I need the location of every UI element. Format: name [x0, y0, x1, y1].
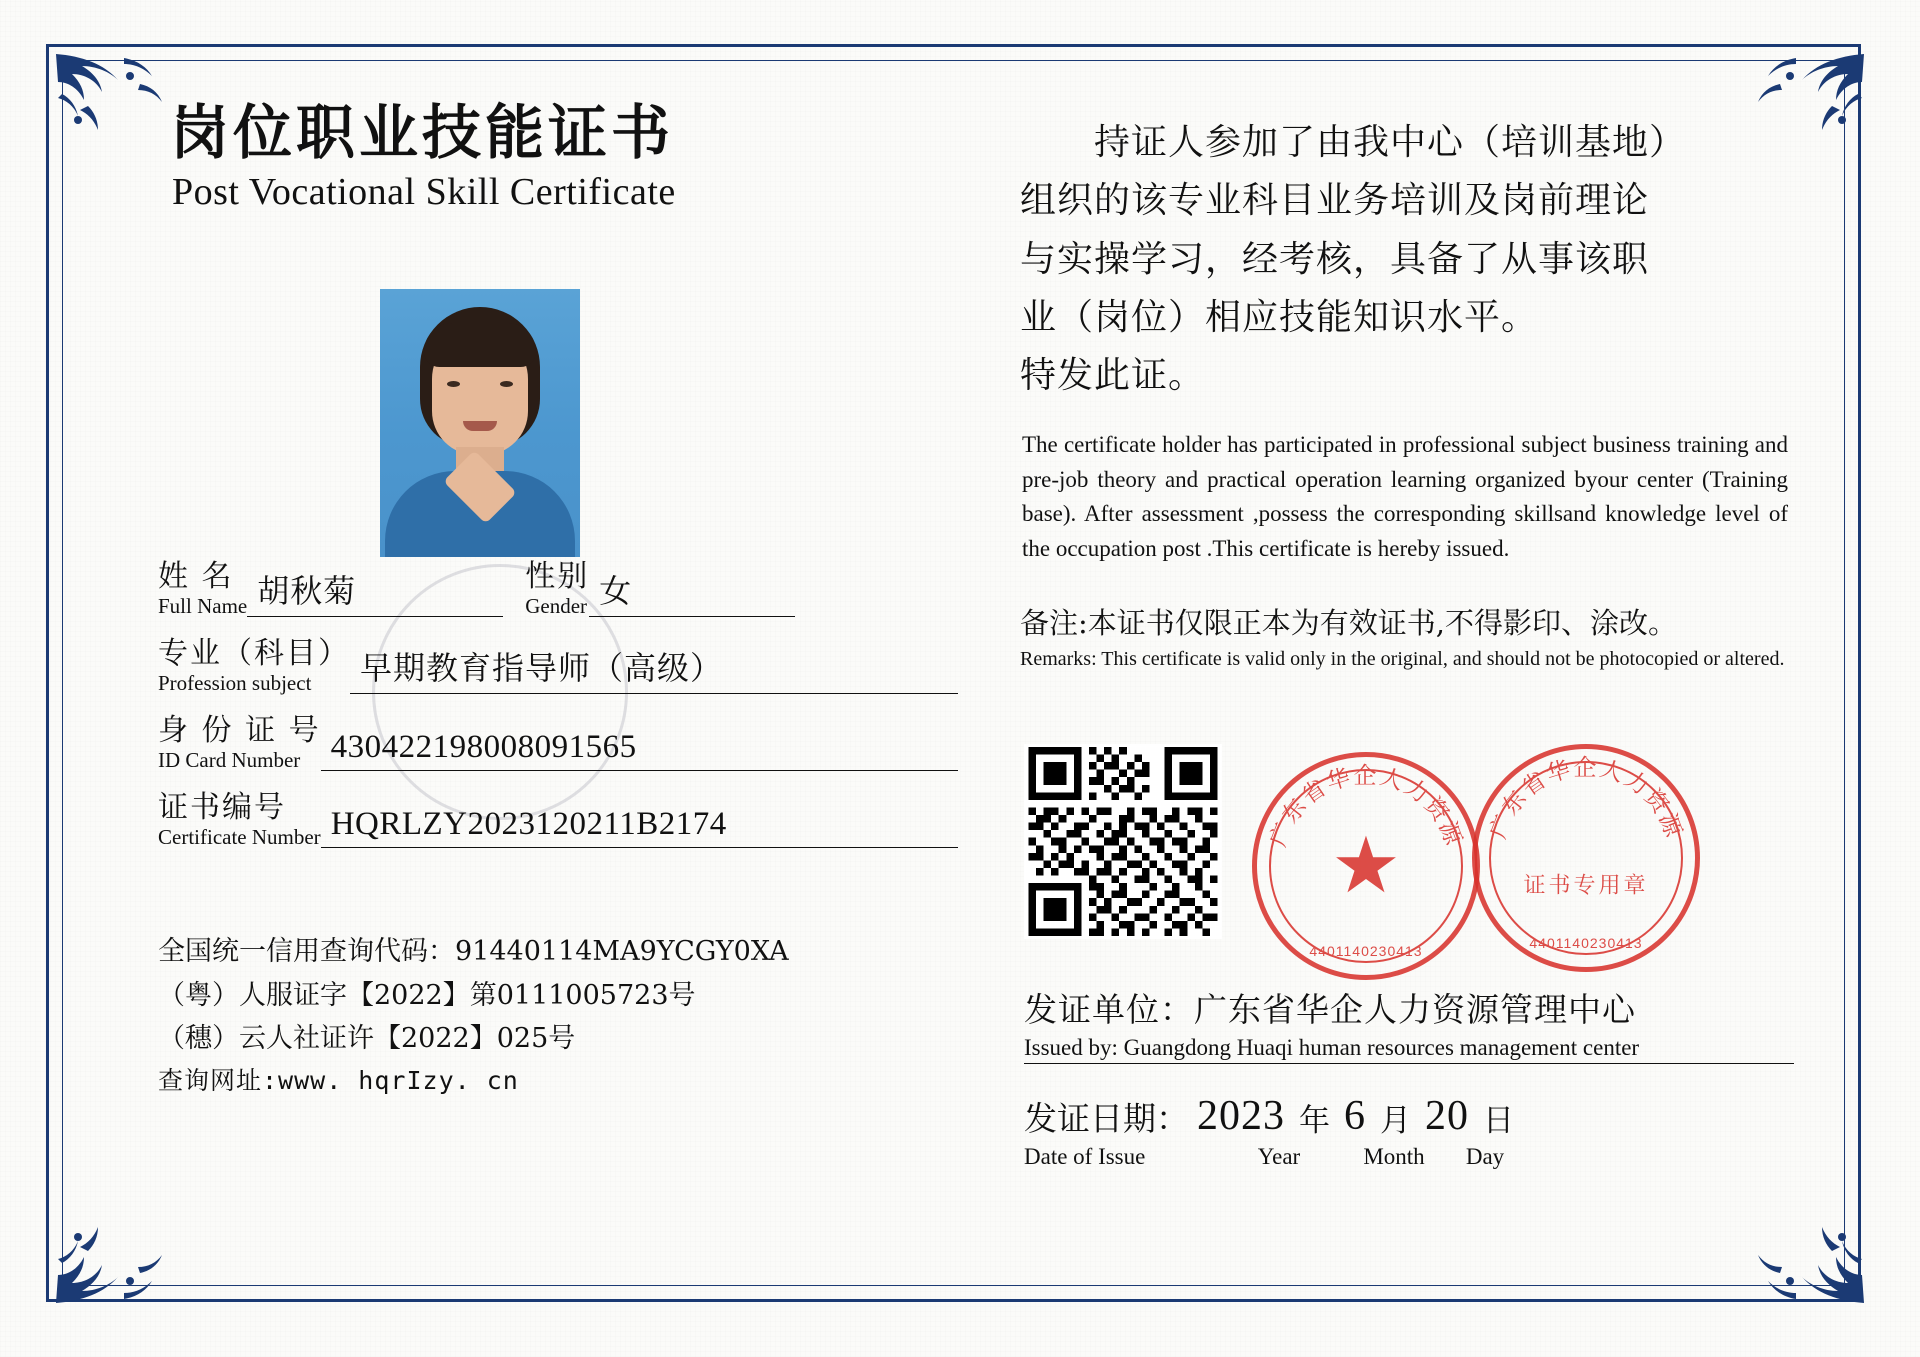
issue-date-month-cn: 月 — [1380, 1103, 1411, 1139]
page-title-cn: 岗位职业技能证书 — [170, 98, 675, 167]
idcard-label-cn: 身 份 证 号 — [158, 713, 321, 748]
gender-value-line — [589, 566, 795, 617]
gender-label-en: Gender — [525, 594, 588, 618]
certificate-content — [100, 84, 1810, 1264]
issuer-block — [1024, 984, 1810, 1064]
issue-date-main — [1024, 1092, 1810, 1140]
issuer-cn — [1024, 984, 1810, 1031]
issue-date-year-en: Year — [1257, 1144, 1301, 1169]
idcard-value: 430422198008091565 — [330, 729, 637, 765]
idcard-value-line — [321, 728, 958, 771]
idcard-label-en: ID Card Number — [158, 748, 301, 772]
issue-date-year-cn: 年 — [1299, 1103, 1330, 1139]
body-text-en: The certificate holder has participated in professional subject business training and pre-job theory and practical operation learning organized byour center (Training base). After assessment ,possess the corresponding skillsand knowledge level of the occupation post .This certificate is hereby issued. — [1022, 431, 1788, 562]
body-cn-line: 持证人参加了由我中心（培训基地） — [1094, 122, 1687, 163]
profession-value-line — [350, 643, 958, 694]
issue-date-day-cn: 日 — [1483, 1103, 1514, 1139]
photo-mouth — [463, 421, 497, 431]
svg-text:广东省华企人力资源: 广东省华企人力资源 — [1265, 763, 1467, 851]
issue-date-day: 20 — [1425, 1093, 1469, 1139]
certnumber-label-cn: 证书编号 — [158, 790, 286, 825]
gender-value: 女 — [599, 572, 633, 610]
issuer-label-en: Issued by: — [1024, 1035, 1118, 1060]
issuer-value-cn: 广东省华企人力资源管理中心 — [1194, 990, 1636, 1029]
qr-and-seals — [1024, 744, 1810, 974]
name-value-line — [247, 566, 503, 617]
issue-date-label-cn: 发证日期： — [1024, 1099, 1189, 1138]
body-cn-line: 业（岗位）相应技能知识水平。 — [1020, 296, 1539, 338]
registration-notes — [158, 930, 958, 1102]
issue-date-month: 6 — [1344, 1093, 1366, 1139]
field-list — [158, 559, 958, 870]
photo-fringe — [424, 323, 536, 367]
certnumber-value: HQRLZY2023120211B2174 — [330, 806, 727, 842]
page-title-en: Post Vocational Skill Certificate — [172, 170, 676, 213]
name-label-en: Full Name — [158, 594, 248, 618]
idcard-label — [158, 713, 321, 772]
left-column — [100, 84, 960, 1264]
note-line: 全国统一信用查询代码：91440114MA9YCGY0XA — [158, 936, 789, 967]
svg-text:广东省华企人力资源: 广东省华企人力资源 — [1485, 755, 1687, 843]
field-profession-row — [158, 636, 958, 695]
field-certnumber-row — [158, 790, 958, 849]
certnumber-value-line — [321, 805, 958, 848]
certnumber-label-en: Certificate Number — [158, 825, 321, 849]
issue-date-label-en: Date of Issue — [1024, 1144, 1146, 1169]
photo-eye-left — [447, 381, 460, 387]
issuer-label-cn: 发证单位： — [1024, 990, 1194, 1029]
official-seal-star — [1252, 752, 1480, 980]
certnumber-label — [158, 790, 321, 849]
remark-cn: 备注:本证书仅限正本为有效证书,不得影印、涂改。 — [1020, 606, 1677, 641]
gender-label — [525, 559, 590, 618]
name-label — [158, 559, 248, 618]
gender-label-cn: 性别 — [525, 559, 590, 594]
avatar — [380, 289, 580, 557]
holder-photo — [380, 289, 580, 557]
field-idcard-row — [158, 713, 958, 772]
remark-en: Remarks: This certificate is valid only in the original, and should not be photocopied or altered. — [1020, 648, 1785, 671]
body-cn-line: 特发此证。 — [1020, 355, 1206, 397]
issue-date-block — [1024, 1092, 1810, 1170]
name-label-cn: 姓 名 — [158, 559, 234, 594]
name-value: 胡秋菊 — [257, 572, 357, 610]
profession-label-cn: 专业（科目） — [158, 636, 350, 671]
issue-date-sub — [1024, 1144, 1810, 1170]
note-line: （粤）人服证字【2022】第0111005723号 — [158, 979, 696, 1011]
body-cn-line: 与实操学习，经考核，具备了从事该职 — [1020, 238, 1650, 280]
issue-date-year: 2023 — [1197, 1093, 1285, 1139]
seal-code: 4401140230413 — [1309, 943, 1423, 959]
body-cn-line: 组织的该专业科目业务培训及岗前理论 — [1020, 180, 1650, 222]
field-name-row — [158, 559, 958, 618]
official-seal-certificate — [1472, 744, 1700, 972]
note-line-website: 查询网址:www. hqrIzy. cn — [158, 1066, 519, 1096]
seal-center-text: 证书专用章 — [1523, 873, 1649, 899]
issuer-underline — [1024, 1063, 1794, 1064]
qr-code-icon[interactable] — [1024, 744, 1222, 939]
issuer-en — [1024, 1035, 1810, 1061]
issuer-value-en: Guangdong Huaqi human resources management center — [1123, 1035, 1640, 1060]
note-line: （穗）云人社证许【2022】025号 — [158, 1023, 576, 1055]
right-column — [1020, 84, 1810, 1264]
body-text-cn — [1020, 114, 1810, 406]
seal-code: 4401140230413 — [1529, 935, 1643, 951]
photo-eye-right — [500, 381, 513, 387]
issue-date-day-en: Day — [1465, 1144, 1505, 1169]
profession-label-en: Profession subject — [158, 671, 312, 695]
profession-value: 早期教育指导师（高级） — [360, 649, 724, 687]
seal-star-icon: ★ — [1331, 822, 1401, 909]
issue-date-month-en: Month — [1363, 1144, 1425, 1169]
profession-label — [158, 636, 350, 695]
